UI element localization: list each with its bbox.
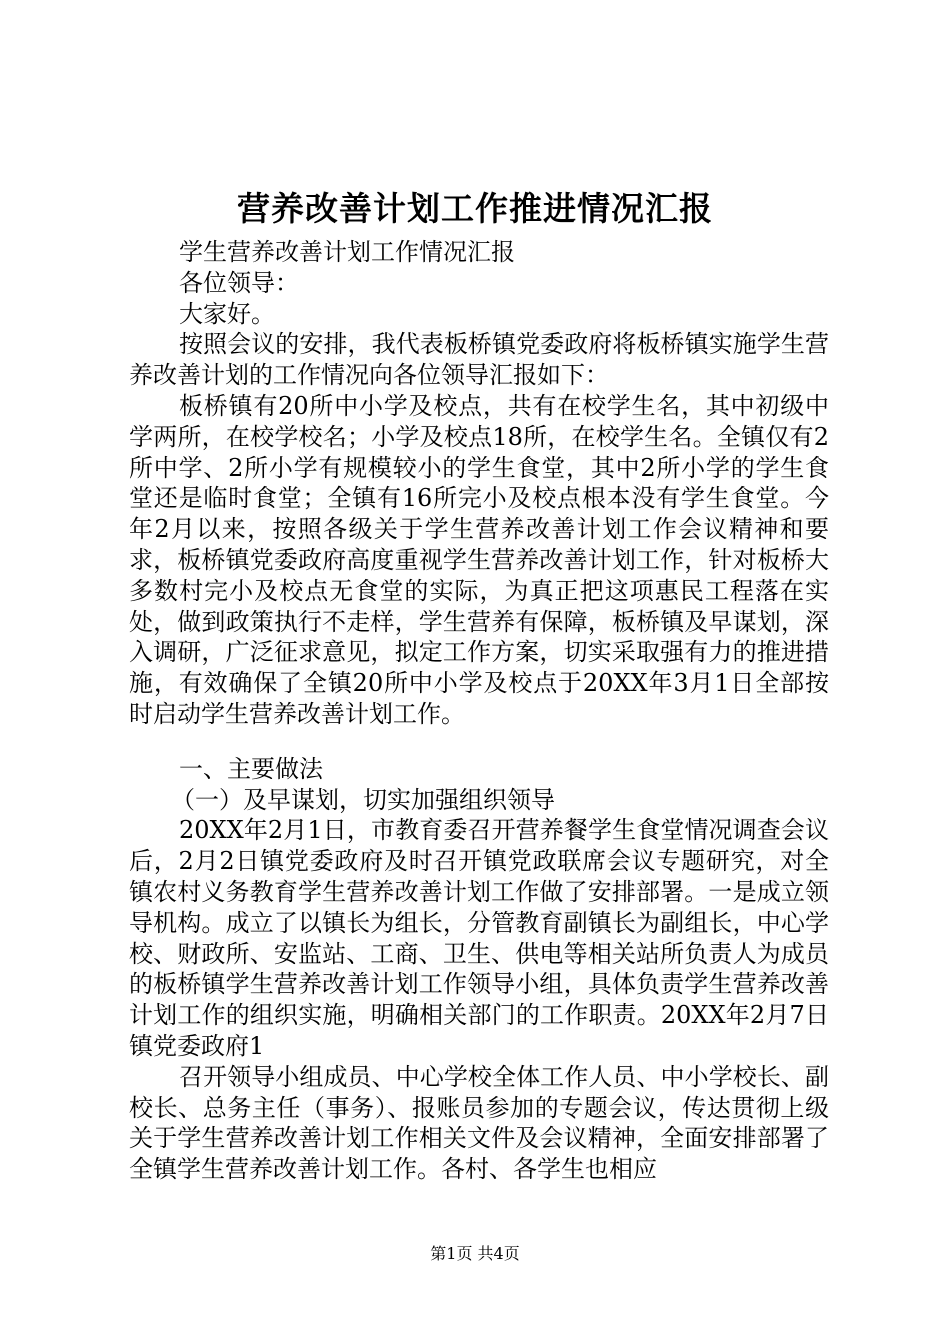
report-subtitle: 学生营养改善计划工作情况汇报 — [179, 238, 515, 266]
subsection-heading-organization: （一）及早谋划，切实加强组织领导 — [171, 785, 555, 814]
document-body — [129, 237, 829, 1185]
intro-paragraph: 按照会议的安排，我代表板桥镇党委政府将板桥镇实施学生营养改善计划的工作情况向各位领导汇报如下： — [129, 330, 829, 390]
overview-paragraph: 板桥镇有20所中小学及校点，共有在校学生名，其中初级中学两所，在校学校名；小学及校点18所，在校学生名。全镇仅有2所中学、2所小学有规模较小的学生食堂，其中2所小学的学生食堂还是临时食堂；全镇有16所完小及校点根本没有学生食堂。今年2月以来，按照各级关于学生营养改善计划工作会议精神和要求，板桥镇党委政府高度重视学生营养改善计划工作，针对板桥大多数村完小及校点无食堂的实际，为真正把这项惠民工程落在实处，做到政策执行不走样，学生营养有保障，板桥镇及早谋划，深入调研，广泛征求意见，拟定工作方案，切实采取强有力的推进措施，有效确保了全镇20所中小学及校点于20XX年3月1日全部按时启动学生营养改善计划工作。 — [129, 391, 829, 728]
section-heading-main-practices: 一、主要做法 — [179, 754, 323, 783]
page-number-footer: 第1页 共4页 — [430, 1244, 520, 1263]
salutation: 各位领导： — [179, 268, 299, 297]
greeting: 大家好。 — [179, 299, 275, 328]
document-title: 营养改善计划工作推进情况汇报 — [237, 189, 713, 228]
meeting-paragraph: 召开领导小组成员、中心学校全体工作人员、中小学校长、副校长、总务主任（事务）、报账员参加的专题会议，传达贯彻上级关于学生营养改善计划工作相关文件及会议精神，全面安排部署了全镇学生营养改善计划工作。各村、各学生也相应 — [129, 1062, 829, 1184]
organization-paragraph: 20XX年2月1日，市教育委召开营养餐学生食堂情况调查会议后，2月2日镇党委政府及时召开镇党政联席会议专题研究，对全镇农村义务教育学生营养改善计划工作做了安排部署。一是成立领导机构。成立了以镇长为组长，分管教育副镇长为副组长，中心学校、财政所、安监站、工商、卫生、供电等相关站所负责人为成员的板桥镇学生营养改善计划工作领导小组，具体负责学生营养改善计划工作的组织实施，明确相关部门的工作职责。20XX年2月7日镇党委政府1 — [129, 816, 829, 1060]
